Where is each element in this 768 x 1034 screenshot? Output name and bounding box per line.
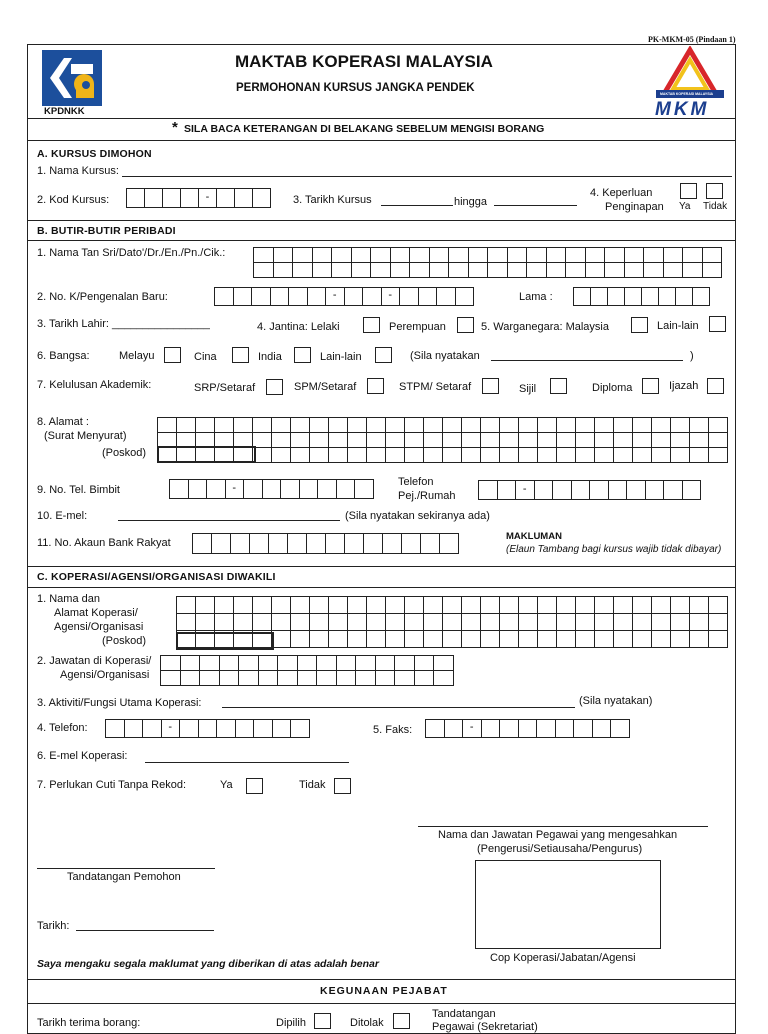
kelulusan-label: 7. Kelulusan Akademik:	[37, 379, 152, 391]
nama-kursus-input[interactable]	[122, 176, 732, 177]
ic-dash: -	[381, 287, 401, 306]
divider	[27, 140, 736, 141]
cuti-ya-label: Ya	[220, 779, 233, 791]
srp-label: SRP/Setaraf	[194, 382, 256, 394]
cop-label: Cop Koperasi/Jabatan/Agensi	[490, 952, 636, 964]
faks-boxes[interactable]	[426, 719, 630, 738]
pemohon-signature-line[interactable]	[37, 868, 215, 869]
aktiviti-note: (Sila nyatakan)	[579, 695, 653, 707]
koperasi-poskod-box[interactable]	[176, 632, 274, 650]
lelaki-checkbox[interactable]	[363, 317, 380, 333]
nama-alamat-label-3: Agensi/Organisasi	[54, 621, 144, 633]
jantina-label: 4. Jantina: Lelaki	[257, 321, 340, 333]
nama-grid[interactable]	[253, 247, 722, 278]
emel-koperasi-label: 6. E-mel Koperasi:	[37, 750, 128, 762]
mkm-banner-text: MAKTAB KOPERASI MALAYSIA	[660, 92, 714, 96]
emel-input[interactable]	[118, 520, 340, 521]
ditolak-label: Ditolak	[350, 1017, 384, 1029]
tarikh-kursus-label: 3. Tarikh Kursus	[293, 194, 372, 206]
poskod-label: (Poskod)	[102, 447, 147, 459]
cuti-ya-checkbox[interactable]	[246, 778, 263, 794]
tidak-label: Tidak	[703, 201, 728, 212]
kod-kursus-boxes[interactable]	[127, 188, 271, 208]
section-b-title: B. BUTIR-BUTIR PERIBADI	[37, 225, 176, 237]
india-checkbox[interactable]	[294, 347, 311, 363]
declaration-text: Saya mengaku segala maklumat yang diberikan di atas adalah benar	[37, 958, 379, 970]
bangsa-lain-label: Lain-lain	[320, 351, 362, 363]
no-k-label: 2. No. K/Pengenalan Baru:	[37, 291, 168, 303]
divider	[27, 566, 736, 567]
sijil-label: Sijil	[519, 383, 537, 395]
telefon-rumah-boxes[interactable]	[479, 480, 701, 500]
penginapan-tidak-checkbox[interactable]	[706, 183, 723, 199]
bangsa-lain-checkbox[interactable]	[375, 347, 392, 363]
jawatan-label-2: Agensi/Organisasi	[60, 669, 150, 681]
akaun-boxes[interactable]	[193, 533, 459, 554]
india-label: India	[258, 351, 282, 363]
stpm-checkbox[interactable]	[482, 378, 499, 394]
ic-dash: -	[325, 287, 345, 306]
nama-alamat-label-4: (Poskod)	[102, 635, 147, 647]
pegawai-label-2: (Pengerusi/Setiausaha/Pengurus)	[477, 843, 643, 855]
kod-kursus-label: 2. Kod Kursus:	[37, 194, 110, 206]
tarikh-kursus-to-input[interactable]	[494, 205, 577, 206]
cina-label: Cina	[194, 351, 217, 363]
telefon-label: Telefon	[398, 476, 434, 488]
tarikh-label: Tarikh:	[37, 920, 70, 932]
telefon-dash: -	[161, 719, 181, 738]
jawatan-label-1: 2. Jawatan di Koperasi/	[37, 655, 152, 667]
tarikh-lahir-label[interactable]: 3. Tarikh Lahir: ________________	[37, 318, 210, 330]
emel-label: 10. E-mel:	[37, 510, 88, 522]
melayu-checkbox[interactable]	[164, 347, 181, 363]
ditolak-checkbox[interactable]	[393, 1013, 410, 1029]
tandatangan-pemohon-label: Tandatangan Pemohon	[67, 871, 181, 883]
dipilih-label: Dipilih	[276, 1017, 306, 1029]
spm-label: SPM/Setaraf	[294, 381, 357, 393]
tarikh-input[interactable]	[76, 930, 214, 931]
cina-checkbox[interactable]	[232, 347, 249, 363]
ya-label: Ya	[679, 201, 691, 212]
office-title: KEGUNAAN PEJABAT	[320, 985, 448, 997]
warganegara-label: 5. Warganegara: Malaysia	[481, 321, 609, 333]
penginapan-ya-checkbox[interactable]	[680, 183, 697, 199]
akaun-label: 11. No. Akaun Bank Rakyat	[37, 537, 171, 549]
sila-nyatakan-label: (Sila nyatakan	[410, 350, 480, 362]
kpdnkk-label: KPDNKK	[44, 106, 85, 117]
aktiviti-input[interactable]	[222, 707, 575, 708]
ijazah-checkbox[interactable]	[707, 378, 724, 394]
makluman-title: MAKLUMAN	[506, 531, 562, 542]
cuti-tidak-checkbox[interactable]	[334, 778, 351, 794]
ijazah-label: Ijazah	[669, 380, 699, 392]
hingga-label: hingga	[454, 196, 488, 208]
lain-lain-label: Lain-lain	[657, 320, 699, 332]
nama-label: 1. Nama Tan Sri/Dato'/Dr./En./Pn./Cik.:	[37, 247, 226, 259]
kod-dash: -	[198, 188, 217, 208]
sijil-checkbox[interactable]	[550, 378, 567, 394]
divider	[27, 587, 736, 588]
office-pegawai-label: Pegawai (Sekretariat)	[432, 1021, 538, 1033]
cuti-tidak-label: Tidak	[299, 779, 326, 791]
cuti-label: 7. Perlukan Cuti Tanpa Rekod:	[37, 779, 186, 791]
divider	[27, 220, 736, 221]
divider	[27, 1003, 736, 1004]
bangsa-label: 6. Bangsa:	[37, 350, 90, 362]
tel-bimbit-boxes[interactable]	[170, 479, 374, 499]
emel-note: (Sila nyatakan sekiranya ada)	[345, 510, 490, 522]
bangsa-lain-input[interactable]	[491, 360, 683, 361]
alamat-label: 8. Alamat :	[37, 416, 89, 428]
mkm-logo-text: MKM	[655, 99, 710, 120]
jawatan-grid[interactable]	[160, 655, 454, 686]
tel-bimbit-label: 9. No. Tel. Bimbit	[37, 484, 120, 496]
stpm-label: STPM/ Setaraf	[399, 381, 472, 393]
srp-checkbox[interactable]	[266, 379, 283, 395]
pegawai-label-1: Nama dan Jawatan Pegawai yang mengesahkan	[438, 829, 678, 841]
tarikh-kursus-from-input[interactable]	[381, 205, 453, 206]
tel-dash: -	[225, 479, 245, 499]
tel-dash: -	[515, 480, 535, 500]
cop-box[interactable]	[475, 860, 661, 949]
office-tandatangan-label: Tandatangan	[432, 1008, 496, 1020]
spm-checkbox[interactable]	[367, 378, 384, 394]
warganegara-lain-checkbox[interactable]	[709, 316, 726, 332]
faks-dash: -	[462, 719, 482, 738]
divider	[27, 118, 736, 119]
nama-alamat-label-1: 1. Nama dan	[37, 593, 100, 605]
page-title: MAKTAB KOPERASI MALAYSIA	[235, 52, 493, 71]
diploma-checkbox[interactable]	[642, 378, 659, 394]
pegawai-signature-line[interactable]	[418, 826, 708, 827]
divider	[27, 979, 736, 980]
no-k-boxes[interactable]	[215, 287, 474, 306]
dipilih-checkbox[interactable]	[314, 1013, 331, 1029]
melayu-label: Melayu	[119, 350, 155, 362]
keperluan-label: 4. Keperluan	[590, 187, 653, 199]
notice-star: *	[172, 119, 178, 136]
lama-label: Lama :	[519, 291, 553, 303]
perempuan-checkbox[interactable]	[457, 317, 474, 333]
telefon-koperasi-label: 4. Telefon:	[37, 722, 88, 734]
close-paren: )	[690, 350, 694, 362]
lama-boxes[interactable]	[574, 287, 710, 306]
section-c-title: C. KOPERASI/AGENSI/ORGANISASI DIWAKILI	[37, 571, 276, 583]
penginapan-label: Penginapan	[605, 201, 664, 213]
aktiviti-label: 3. Aktiviti/Fungsi Utama Koperasi:	[37, 697, 202, 709]
faks-label: 5. Faks:	[373, 724, 413, 736]
kpdnkk-logo	[42, 50, 102, 106]
page-subtitle: PERMOHONAN KURSUS JANGKA PENDEK	[236, 82, 475, 94]
pej-rumah-label: Pej./Rumah	[398, 490, 456, 502]
malaysia-checkbox[interactable]	[631, 317, 648, 333]
notice-text: SILA BACA KETERANGAN DI BELAKANG SEBELUM MENGISI BORANG	[184, 123, 545, 135]
divider	[27, 240, 736, 241]
surat-label: (Surat Menyurat)	[44, 430, 127, 442]
telefon-koperasi-boxes[interactable]	[106, 719, 310, 738]
poskod-box[interactable]	[157, 446, 256, 463]
diploma-label: Diploma	[592, 382, 633, 394]
makluman-note: (Elaun Tambang bagi kursus wajib tidak dibayar)	[506, 544, 722, 555]
nama-alamat-label-2: Alamat Koperasi/	[54, 607, 138, 619]
document-code: PK-MKM-05 (Pindaan 1)	[648, 35, 736, 44]
section-a-title: A. KURSUS DIMOHON	[37, 148, 152, 160]
perempuan-label: Perempuan	[389, 321, 446, 333]
emel-koperasi-input[interactable]	[145, 762, 349, 763]
terima-label: Tarikh terima borang:	[37, 1017, 141, 1029]
nama-kursus-label: 1. Nama Kursus:	[37, 165, 119, 177]
kpdnkk-emblem-icon	[42, 50, 102, 106]
